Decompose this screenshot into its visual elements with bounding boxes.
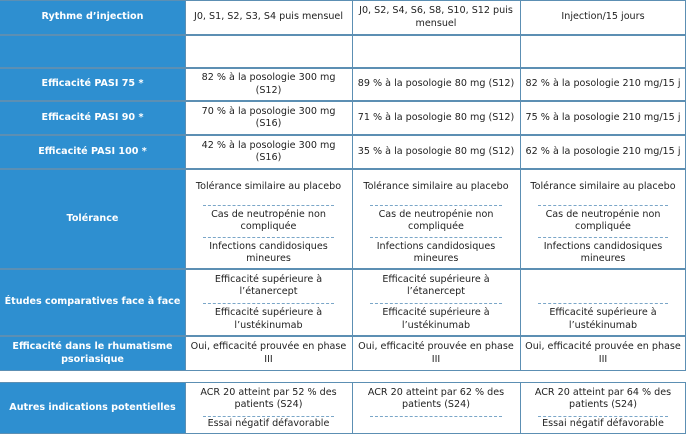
- row-divider: [0, 35, 686, 36]
- column-divider: [520, 269, 521, 336]
- subrow-divider: [203, 205, 334, 206]
- row-header: Études comparatives face à face: [0, 269, 185, 336]
- column-divider: [520, 382, 521, 434]
- table-cell: Cas de neutropénie non compliquée: [545, 208, 661, 232]
- table-row: [0, 68, 686, 101]
- table-cell: Tolérance similaire au placebo: [363, 180, 509, 192]
- row-divider: [0, 0, 686, 1]
- table-cell: Efficacité supérieure à l’ustékinumab: [382, 307, 490, 331]
- column-divider: [520, 35, 521, 68]
- column-divider: [520, 135, 521, 169]
- table-cell: Infections candidosiques mineures: [209, 240, 328, 264]
- column-divider: [520, 68, 521, 101]
- table-cell: Tolérance similaire au placebo: [530, 180, 676, 192]
- row-header: Efficacité PASI 75 *: [0, 68, 185, 101]
- table-cell: ACR 20 atteint par 52 % des patients (S24): [200, 386, 337, 410]
- table-cell: Efficacité supérieure à l’ustékinumab: [214, 307, 323, 331]
- table-row: [0, 0, 686, 35]
- table-row: [0, 135, 686, 169]
- table-row: [0, 382, 686, 434]
- table-cell: Infections candidosiques mineures: [376, 240, 496, 264]
- table-cell: J0, S1, S2, S3, S4 puis mensuel: [193, 11, 343, 23]
- table-cell: [352, 35, 520, 68]
- table-cell: Infections candidosiques mineures: [543, 240, 663, 264]
- table-row: [0, 169, 686, 269]
- column-divider: [185, 0, 186, 35]
- table-cell: Efficacité supérieure à l’étanercept: [214, 273, 323, 297]
- table-cell: Oui, efficacité prouvée en phase III: [525, 341, 681, 365]
- table-cell: 75 % à la posologie 210 mg/15 j: [525, 111, 681, 123]
- row-divider: [0, 135, 686, 136]
- column-divider: [185, 336, 186, 371]
- table-cell: 70 % à la posologie 300 mg (S16): [201, 105, 336, 129]
- table-cell: ACR 20 atteint par 64 % des patients (S24): [534, 386, 672, 410]
- column-divider: [352, 382, 353, 434]
- column-divider: [352, 0, 353, 35]
- subrow-divider: [203, 303, 334, 304]
- table-cell: Cas de neutropénie non compliquée: [378, 208, 494, 232]
- table-cell: 62 % à la posologie 210 mg/15 j: [525, 145, 681, 157]
- table-cell: Efficacité supérieure à l’étanercept: [382, 273, 490, 297]
- subrow-divider: [370, 303, 502, 304]
- row-header: Autres indications potentielles: [0, 382, 185, 434]
- subrow-divider: [538, 416, 668, 417]
- column-divider: [185, 269, 186, 336]
- row-divider: [0, 370, 686, 371]
- row-divider: [0, 336, 686, 337]
- row-divider: [0, 169, 686, 170]
- column-divider: [352, 269, 353, 336]
- table-cell: 82 % à la posologie 210 mg/15 j: [525, 78, 681, 90]
- row-header: Efficacité PASI 100 *: [0, 135, 185, 169]
- table-cell: 89 % à la posologie 80 mg (S12): [357, 78, 515, 90]
- row-header: Rythme d’injection: [0, 0, 185, 35]
- subrow-divider: [203, 416, 334, 417]
- table-cell: [520, 35, 686, 68]
- row-header: Efficacité dans le rhumatisme psoriasique: [0, 336, 185, 371]
- table-cell: [520, 269, 686, 303]
- table-cell: 71 % à la posologie 80 mg (S12): [357, 111, 515, 123]
- row-divider: [0, 68, 686, 69]
- table-cell: Oui, efficacité prouvée en phase III: [190, 341, 347, 365]
- table-cell: [352, 416, 520, 434]
- column-divider: [352, 35, 353, 68]
- row-header: Tolérance: [0, 169, 185, 269]
- subrow-divider: [203, 237, 334, 238]
- table-cell: Efficacité supérieure à l’ustékinumab: [549, 307, 657, 331]
- table-cell: 35 % à la posologie 80 mg (S12): [357, 145, 515, 157]
- table-cell: Essai négatif défavorable: [542, 418, 664, 429]
- table-cell: 82 % à la posologie 300 mg (S12): [201, 72, 336, 96]
- subrow-divider: [538, 303, 668, 304]
- table-row: [0, 269, 686, 336]
- column-divider: [185, 101, 186, 135]
- table-cell: [185, 35, 352, 68]
- subrow-divider: [370, 416, 502, 417]
- table-cell: Injection/15 jours: [561, 11, 645, 23]
- table-cell: 42 % à la posologie 300 mg (S16): [201, 139, 336, 163]
- table-cell: ACR 20 atteint par 62 % des patients (S24): [367, 386, 505, 410]
- column-divider: [352, 68, 353, 101]
- table-cell: Tolérance similaire au placebo: [195, 180, 342, 192]
- column-divider: [520, 101, 521, 135]
- column-divider: [520, 0, 521, 35]
- column-divider: [352, 169, 353, 269]
- row-divider: [0, 101, 686, 102]
- column-divider: [520, 169, 521, 269]
- row-divider: [0, 269, 686, 270]
- table-cell: Oui, efficacité prouvée en phase III: [358, 341, 514, 365]
- column-divider: [185, 35, 186, 68]
- subrow-divider: [538, 237, 668, 238]
- column-divider: [520, 336, 521, 371]
- column-divider: [185, 68, 186, 101]
- table-cell: J0, S2, S4, S6, S8, S10, S12 puis mensuel: [359, 5, 513, 29]
- table-cell: Cas de neutropénie non compliquée: [211, 208, 326, 232]
- subrow-divider: [370, 237, 502, 238]
- column-divider: [185, 135, 186, 169]
- table-cell: Essai négatif défavorable: [207, 418, 330, 429]
- subrow-divider: [538, 205, 668, 206]
- table-row: [0, 101, 686, 135]
- column-divider: [352, 336, 353, 371]
- subrow-divider: [370, 205, 502, 206]
- row-header: [0, 35, 185, 68]
- table-row: [0, 35, 686, 68]
- table-row: [0, 336, 686, 371]
- column-divider: [352, 101, 353, 135]
- row-header: Efficacité PASI 90 *: [0, 101, 185, 135]
- column-divider: [185, 169, 186, 269]
- row-divider: [0, 382, 686, 383]
- column-divider: [185, 382, 186, 434]
- column-divider: [352, 135, 353, 169]
